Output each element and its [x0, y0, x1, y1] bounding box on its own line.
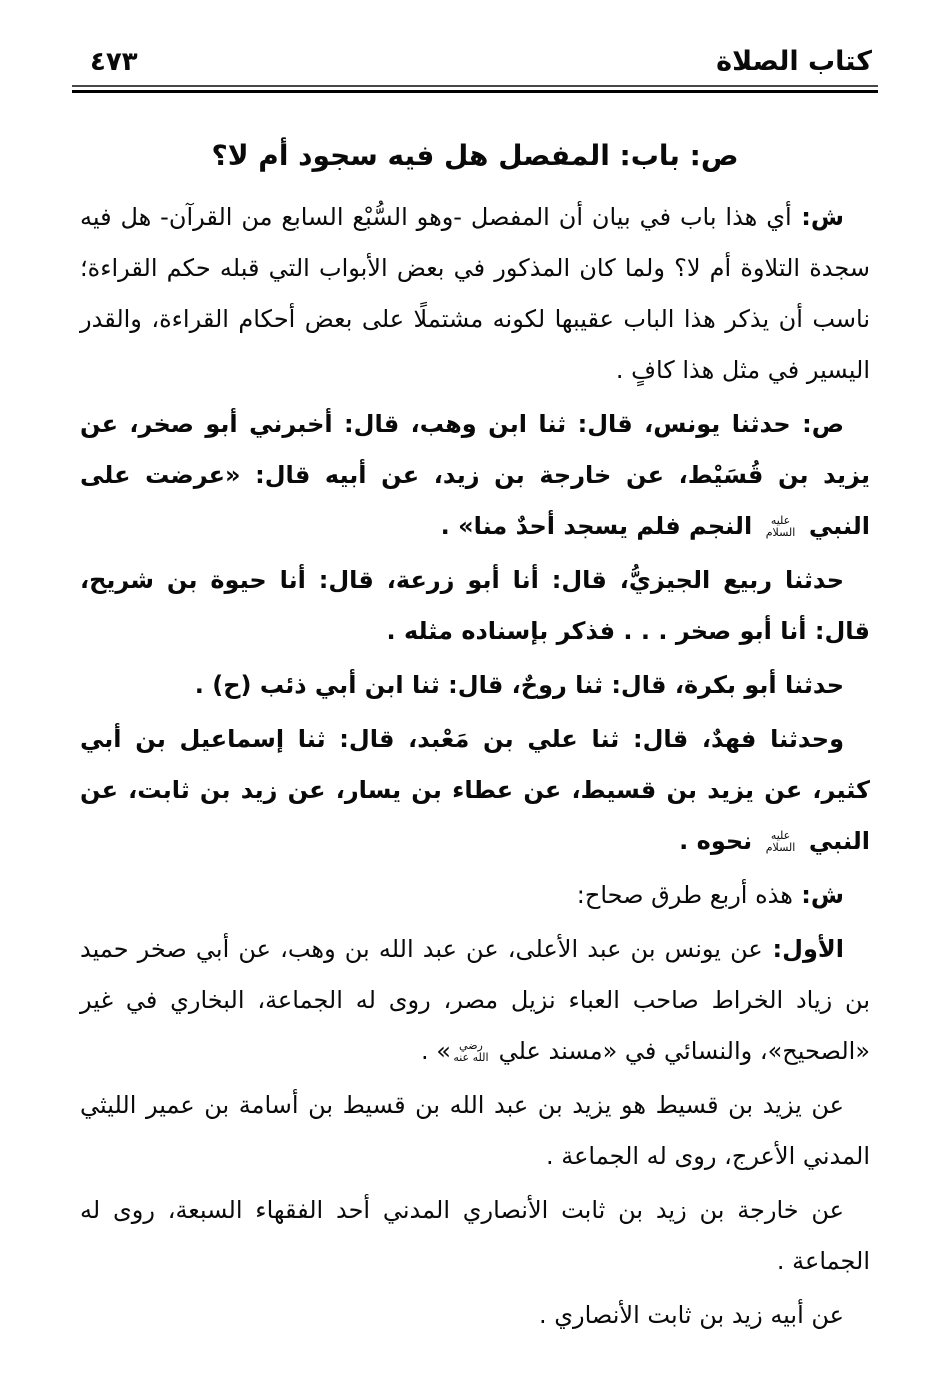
text-segment: حدثنا ربيع الجيزيُّ، قال: أنا أبو زرعة، قال: أنا حيوة بن شريح، قال: أنا أبو صخر . . . فذكر بإسناده مثله . — [80, 566, 870, 646]
section-marker: ص: — [790, 410, 844, 439]
text-segment: وحدثنا فهدٌ، قال: ثنا علي بن مَعْبد، قال: ثنا إسماعيل بن أبي كثير، عن يزيد بن قسيط، عن عطاء بن يسار، عن زيد بن ثابت، عن النبي — [80, 725, 870, 856]
sharh-paths-paragraph — [80, 870, 870, 921]
section-marker: الأول: — [762, 935, 844, 964]
chapter-heading: ص: باب: المفصل هل فيه سجود أم لا؟ — [211, 138, 739, 172]
text-segment: عن يونس بن عبد الأعلى، عن عبد الله بن وهب، عن أبي صخر حميد بن زياد الخراط صاحب العباء نزيل مصر، روى له الجماعة، البخاري في غير «الصحيح»، والنسائي في «مسند علي — [80, 935, 870, 1066]
header-rule-thin-line — [72, 85, 878, 87]
bio-yazid-paragraph — [80, 1080, 870, 1182]
isnad-fourth-paragraph — [80, 714, 870, 867]
book-title: كتاب الصلاة — [716, 46, 872, 77]
text-segment: حدثنا يونس، قال: ثنا ابن وهب، قال: أخبرني أبو صخر، عن يزيد بن قُسَيْط، عن خارجة بن زيد، عن أبيه قال: «عرضت على النبي — [80, 410, 870, 541]
honorific-ligature: رضي الله عنه — [453, 1038, 489, 1065]
text-segment: عن خارجة بن زيد بن ثابت الأنصاري المدني أحد الفقهاء السبعة، روى له الجماعة . — [80, 1196, 870, 1276]
text-segment: عن يزيد بن قسيط هو يزيد بن عبد الله بن قسيط بن أسامة بن عمير الليثي المدني الأعرج، روى له الجماعة . — [80, 1091, 870, 1171]
sharh-intro-paragraph — [80, 192, 870, 396]
text-segment: » . — [421, 1037, 451, 1066]
bio-kharijah-paragraph — [80, 1185, 870, 1287]
matn-hadith-paragraph — [80, 399, 870, 552]
header-rule-thick-line — [72, 90, 878, 93]
text-segment: أي هذا باب في بيان أن المفصل -وهو السُّبْع السابع من القرآن- هل فيه سجدة التلاوة أم لا؟ ولما كان المذكور في بعض الأبواب التي قبله حكم القراءة؛ ناسب أن يذكر هذا الباب عقيبها لكونه مشتملًا على بعض أحكام القراءة، والقدر اليسير في مثل هذا كافٍ . — [80, 203, 870, 385]
text-segment: حدثنا أبو بكرة، قال: ثنا روحٌ، قال: ثنا ابن أبي ذئب (ح) . — [194, 671, 844, 700]
page-number: ٤٧٣ — [90, 47, 138, 77]
section-marker: ش: — [792, 881, 844, 910]
body-paragraphs — [0, 192, 950, 1341]
running-header — [0, 0, 950, 85]
honorific-ligature: عليه السلام — [765, 513, 796, 540]
first-path-paragraph — [80, 924, 870, 1077]
isnad-second-paragraph — [80, 555, 870, 657]
text-segment: هذه أربع طرق صحاح: — [576, 881, 793, 910]
text-segment: عن أبيه زيد بن ثابت الأنصاري . — [538, 1301, 844, 1330]
text-segment: نحوه . — [679, 827, 761, 856]
header-rule — [72, 85, 878, 93]
section-marker: ش: — [791, 203, 844, 232]
isnad-third-paragraph — [80, 660, 870, 711]
text-segment: النجم فلم يسجد أحدٌ منا» . — [440, 512, 761, 541]
honorific-ligature: عليه السلام — [765, 828, 796, 855]
bio-zayd-paragraph — [80, 1290, 870, 1341]
